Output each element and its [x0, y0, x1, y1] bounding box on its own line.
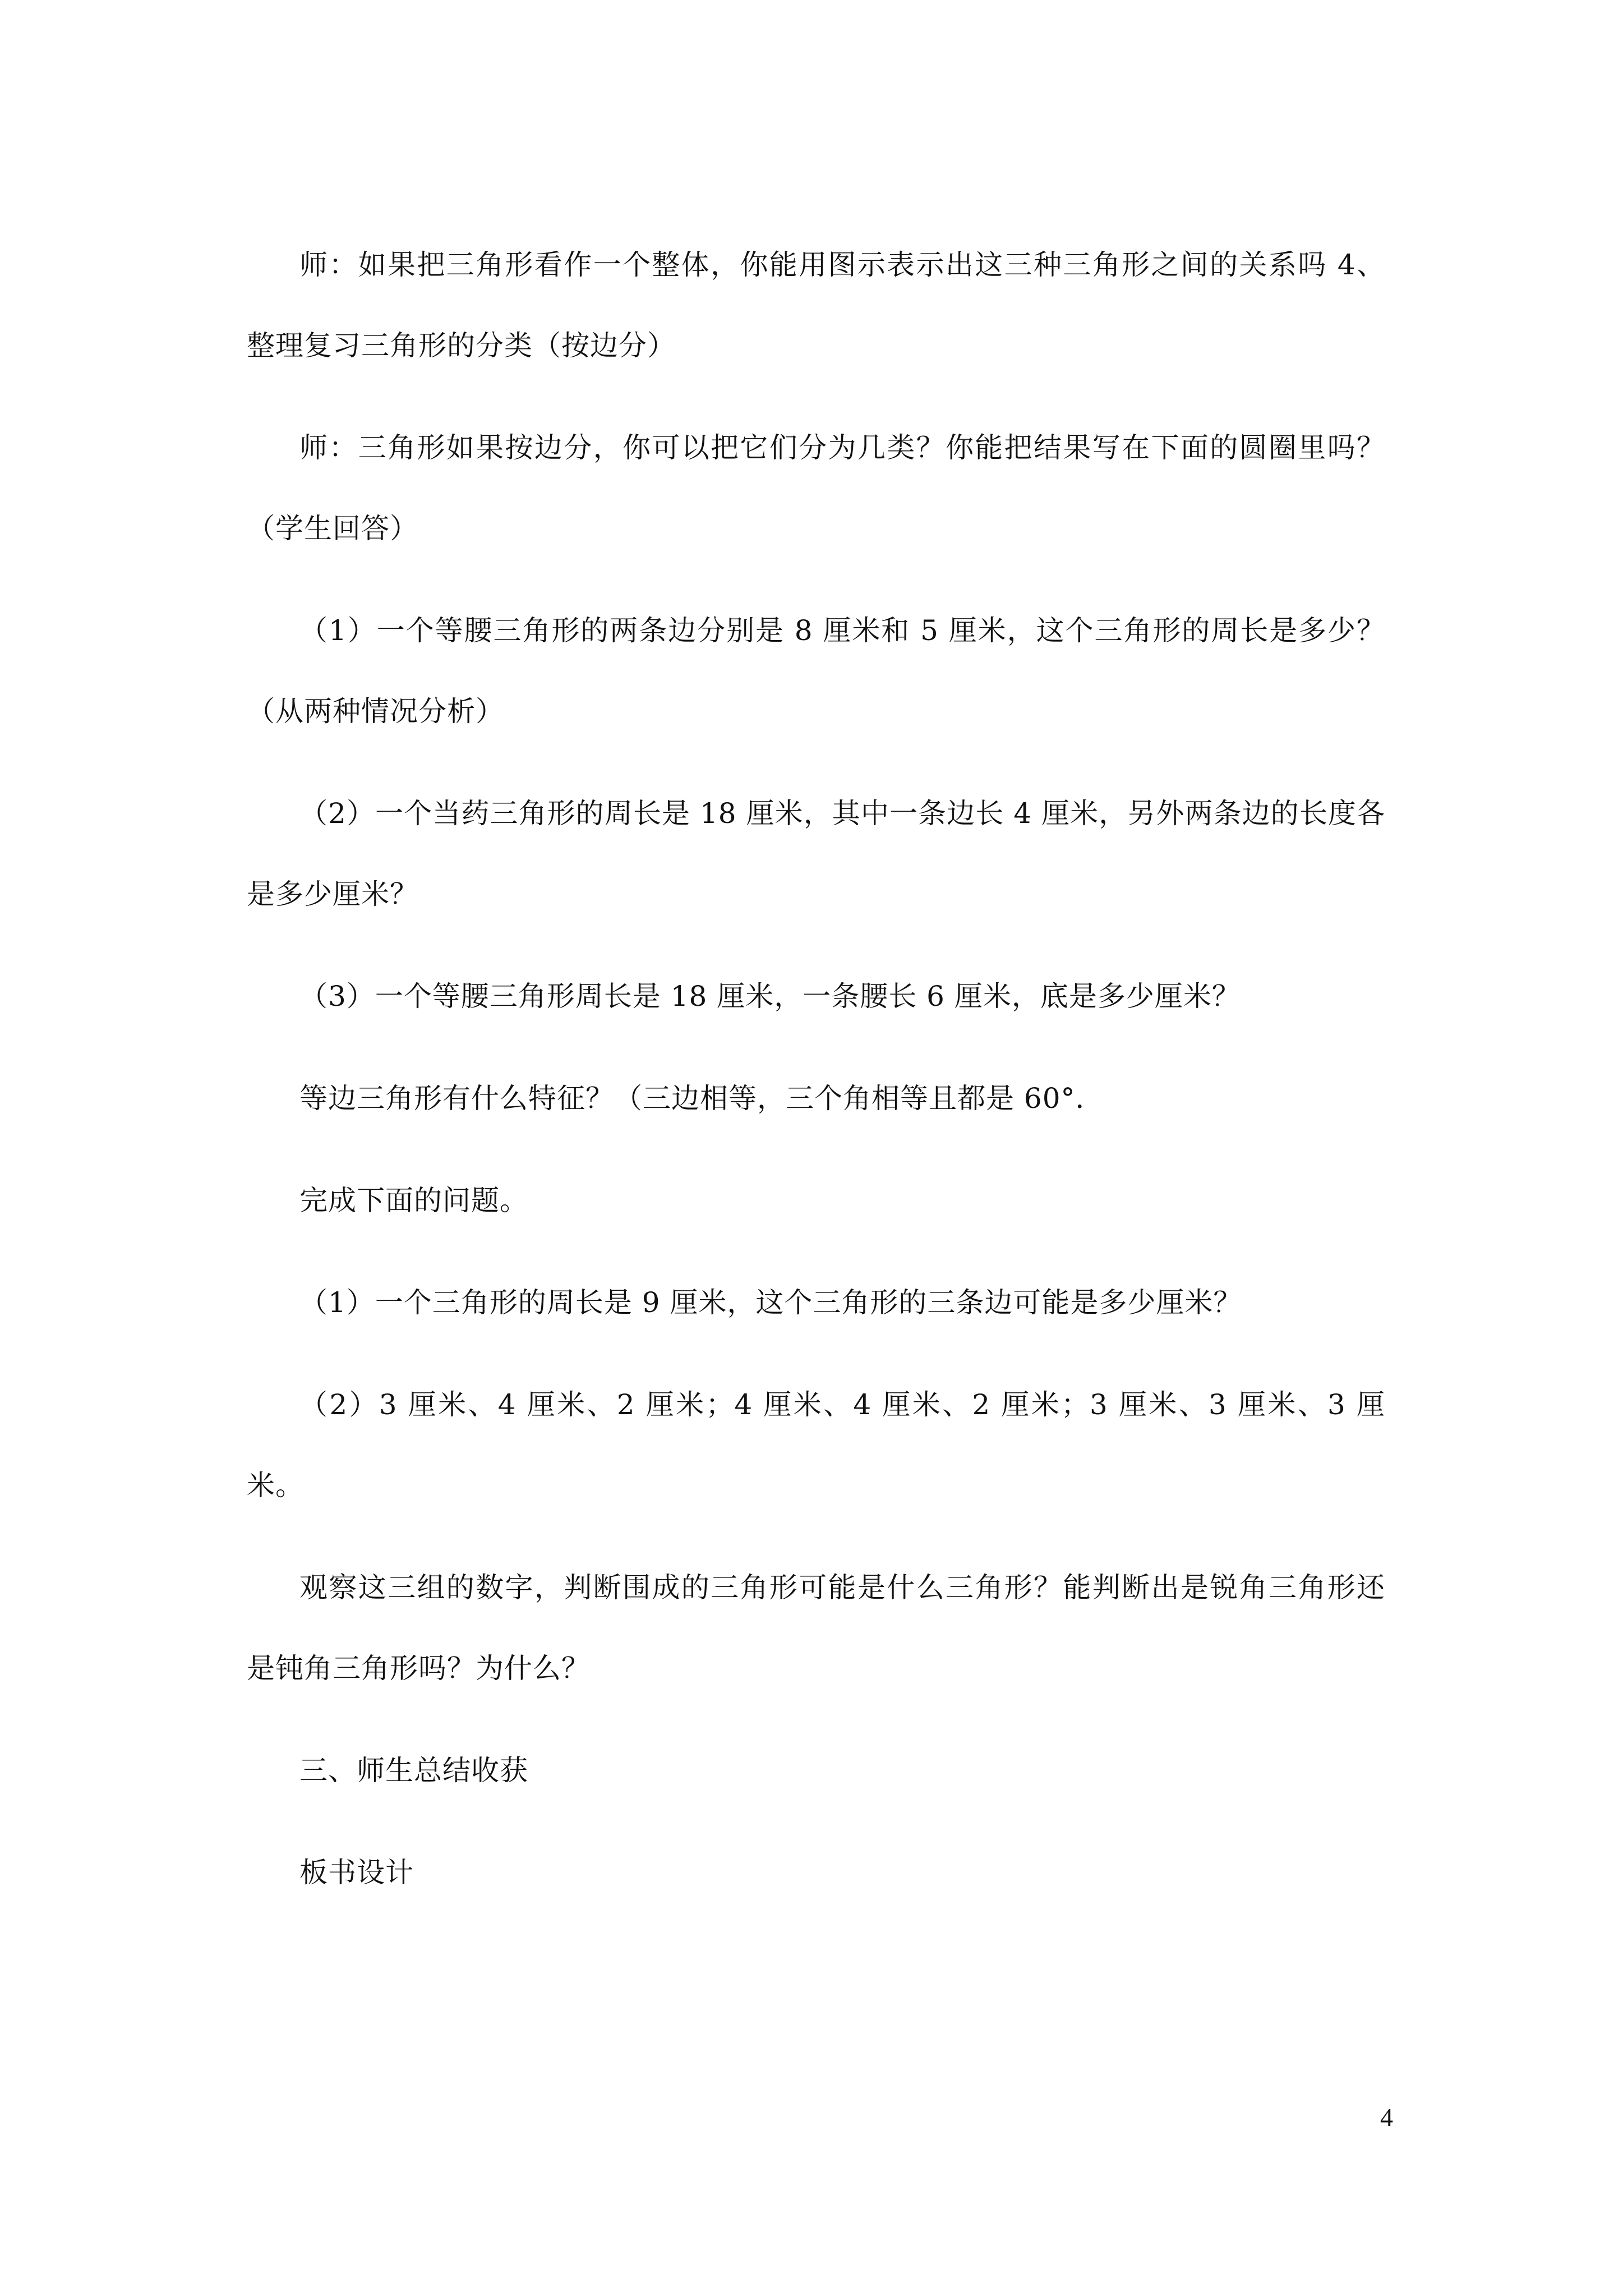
- paragraph-summary-heading: 三、师生总结收获: [299, 1754, 528, 1787]
- paragraph-classify-by-sides: 师：三角形如果按边分，你可以把它们分为几类？你能把结果写在下面的圆圈里吗？（学生回答）: [247, 431, 1385, 545]
- paragraph-exercise-1: （1）一个三角形的周长是 9 厘米，这个三角形的三条边可能是多少厘米？: [299, 1286, 1242, 1319]
- paragraph-exercise-2: （2）3 厘米、4 厘米、2 厘米；4 厘米、4 厘米、2 厘米；3 厘米、3 厘米、3 厘米。: [247, 1388, 1385, 1502]
- paragraph-problem-1: （1）一个等腰三角形的两条边分别是 8 厘米和 5 厘米，这个三角形的周长是多少？（从两种情况分析）: [247, 614, 1385, 728]
- page-number: 4: [1380, 2103, 1393, 2132]
- paragraph-equilateral-feature: 等边三角形有什么特征？（三边相等，三个角相等且都是 60°．: [299, 1082, 1104, 1115]
- paragraph-teacher-question: 师：如果把三角形看作一个整体，你能用图示表示出这三种三角形之间的关系吗 4、整理复习三角形的分类（按边分）: [247, 249, 1385, 362]
- paragraph-board-design: 板书设计: [299, 1856, 414, 1889]
- page-content: [247, 224, 1385, 1934]
- paragraph-problem-2: （2）一个当药三角形的周长是 18 厘米，其中一条边长 4 厘米，另外两条边的长度各是多少厘米？: [247, 797, 1385, 910]
- paragraph-problem-3: （3）一个等腰三角形周长是 18 厘米，一条腰长 6 厘米，底是多少厘米？: [299, 980, 1241, 1013]
- paragraph-observe-groups: 观察这三组的数字，判断围成的三角形可能是什么三角形？能判断出是锐角三角形还是钝角三角形吗？为什么？: [247, 1571, 1385, 1685]
- paragraph-complete-questions: 完成下面的问题。: [299, 1184, 528, 1217]
